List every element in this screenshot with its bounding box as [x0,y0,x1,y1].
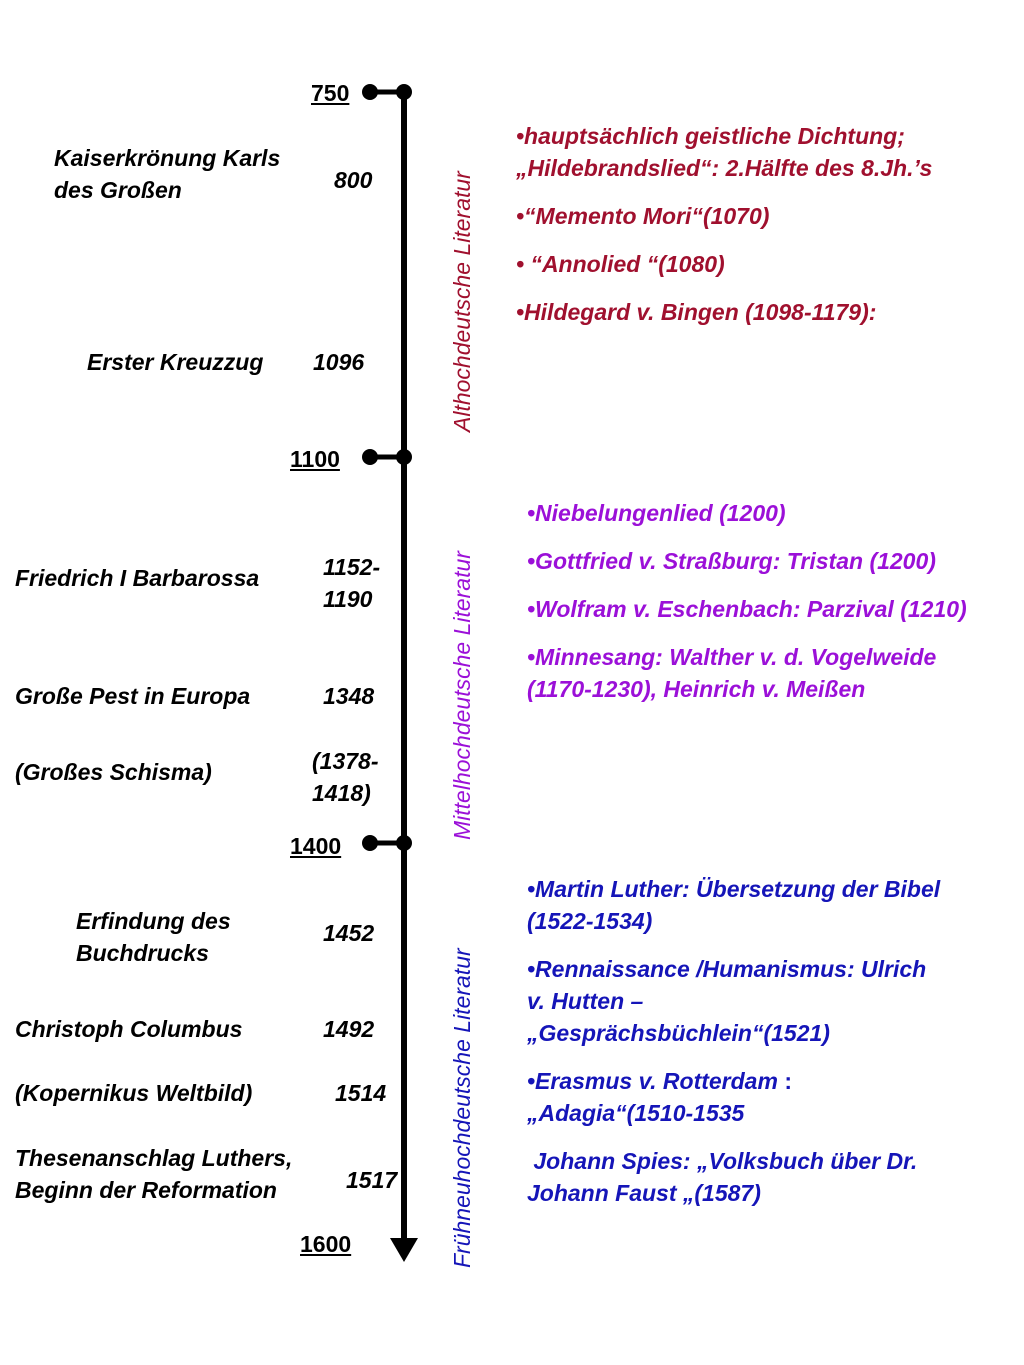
era-label-ahd: Althochdeutsche Literatur [449,171,475,432]
literature-item: •Wolfram v. Eschenbach: Parzival (1210) [527,596,967,622]
literature-item: •Hildegard v. Bingen (1098-1179): [516,299,877,325]
tick-1400 [362,835,412,851]
event-year: 1517 [346,1167,398,1193]
event-year: 1452 [323,920,375,946]
event-year: 1492 [323,1016,375,1042]
event-year: 1348 [323,683,375,709]
event-year: 800 [334,167,373,193]
literature-item: •hauptsächlich geistliche Dichtung; „Hildebrandslied“: 2.Hälfte des 8.Jh.’s [516,123,933,181]
event-label: Erfindung des Buchdrucks [76,908,231,966]
event-label: Erster Kreuzzug [87,349,264,375]
mark-1600: 1600 [300,1231,352,1257]
era-label-fnhd: Frühneuhochdeutsche Literatur [449,948,475,1268]
event-year: 1096 [313,349,365,375]
tick-1100 [362,449,412,465]
literature-item: Johann Spies: „Volksbuch über Dr. Johann Faust „(1587) [527,1148,924,1206]
literature-item: •Minnesang: Walther v. d. Vogelweide (1170-1230), Heinrich v. Meißen [527,644,937,702]
literature-item: •Niebelungenlied (1200) [527,500,786,526]
era-label-mhd: Mittelhochdeutsche Literatur [449,551,475,840]
literature-item [527,1065,947,1129]
literature-item: • “Annolied “(1080) [516,251,725,277]
event-year: (1378-1418) [312,748,379,806]
mark-750: 750 [311,80,350,106]
event-label: Christoph Columbus [15,1016,243,1042]
literature-item: •Rennaissance /Humanismus: Ulrich v. Hutten – „Gesprächsbüchlein“(1521) [527,956,927,1046]
event-label: Thesenanschlag Luthers, Beginn der Reformation [15,1145,293,1203]
literature-item: •Martin Luther: Übersetzung der Bibel (1522-1534) [527,876,941,934]
event-label: Friedrich I Barbarossa [15,565,260,591]
event-label: Kaiserkrönung Karls des Großen [54,145,281,203]
literature-item-main: •Erasmus v. Rotterdam [527,1068,778,1094]
axis-arrowhead [390,1238,418,1262]
literature-item-separator: : [777,1068,792,1094]
literature-item-rest: „Adagia“(1510-1535 [527,1100,745,1126]
event-label: (Kopernikus Weltbild) [15,1080,253,1106]
event-label: Große Pest in Europa [15,683,251,709]
literature-list-fnhd [527,873,947,1225]
mark-1400: 1400 [290,833,342,859]
mark-1100: 1100 [290,446,340,472]
literature-list-mhd [527,497,987,721]
event-year: 1514 [335,1080,387,1106]
literature-item: •“Memento Mori“(1070) [516,203,770,229]
literature-list-ahd [516,120,1011,344]
literature-item: •Gottfried v. Straßburg: Tristan (1200) [527,548,936,574]
tick-750 [362,84,412,100]
event-year: 1152-1190 [323,554,381,612]
event-label: (Großes Schisma) [15,759,212,785]
